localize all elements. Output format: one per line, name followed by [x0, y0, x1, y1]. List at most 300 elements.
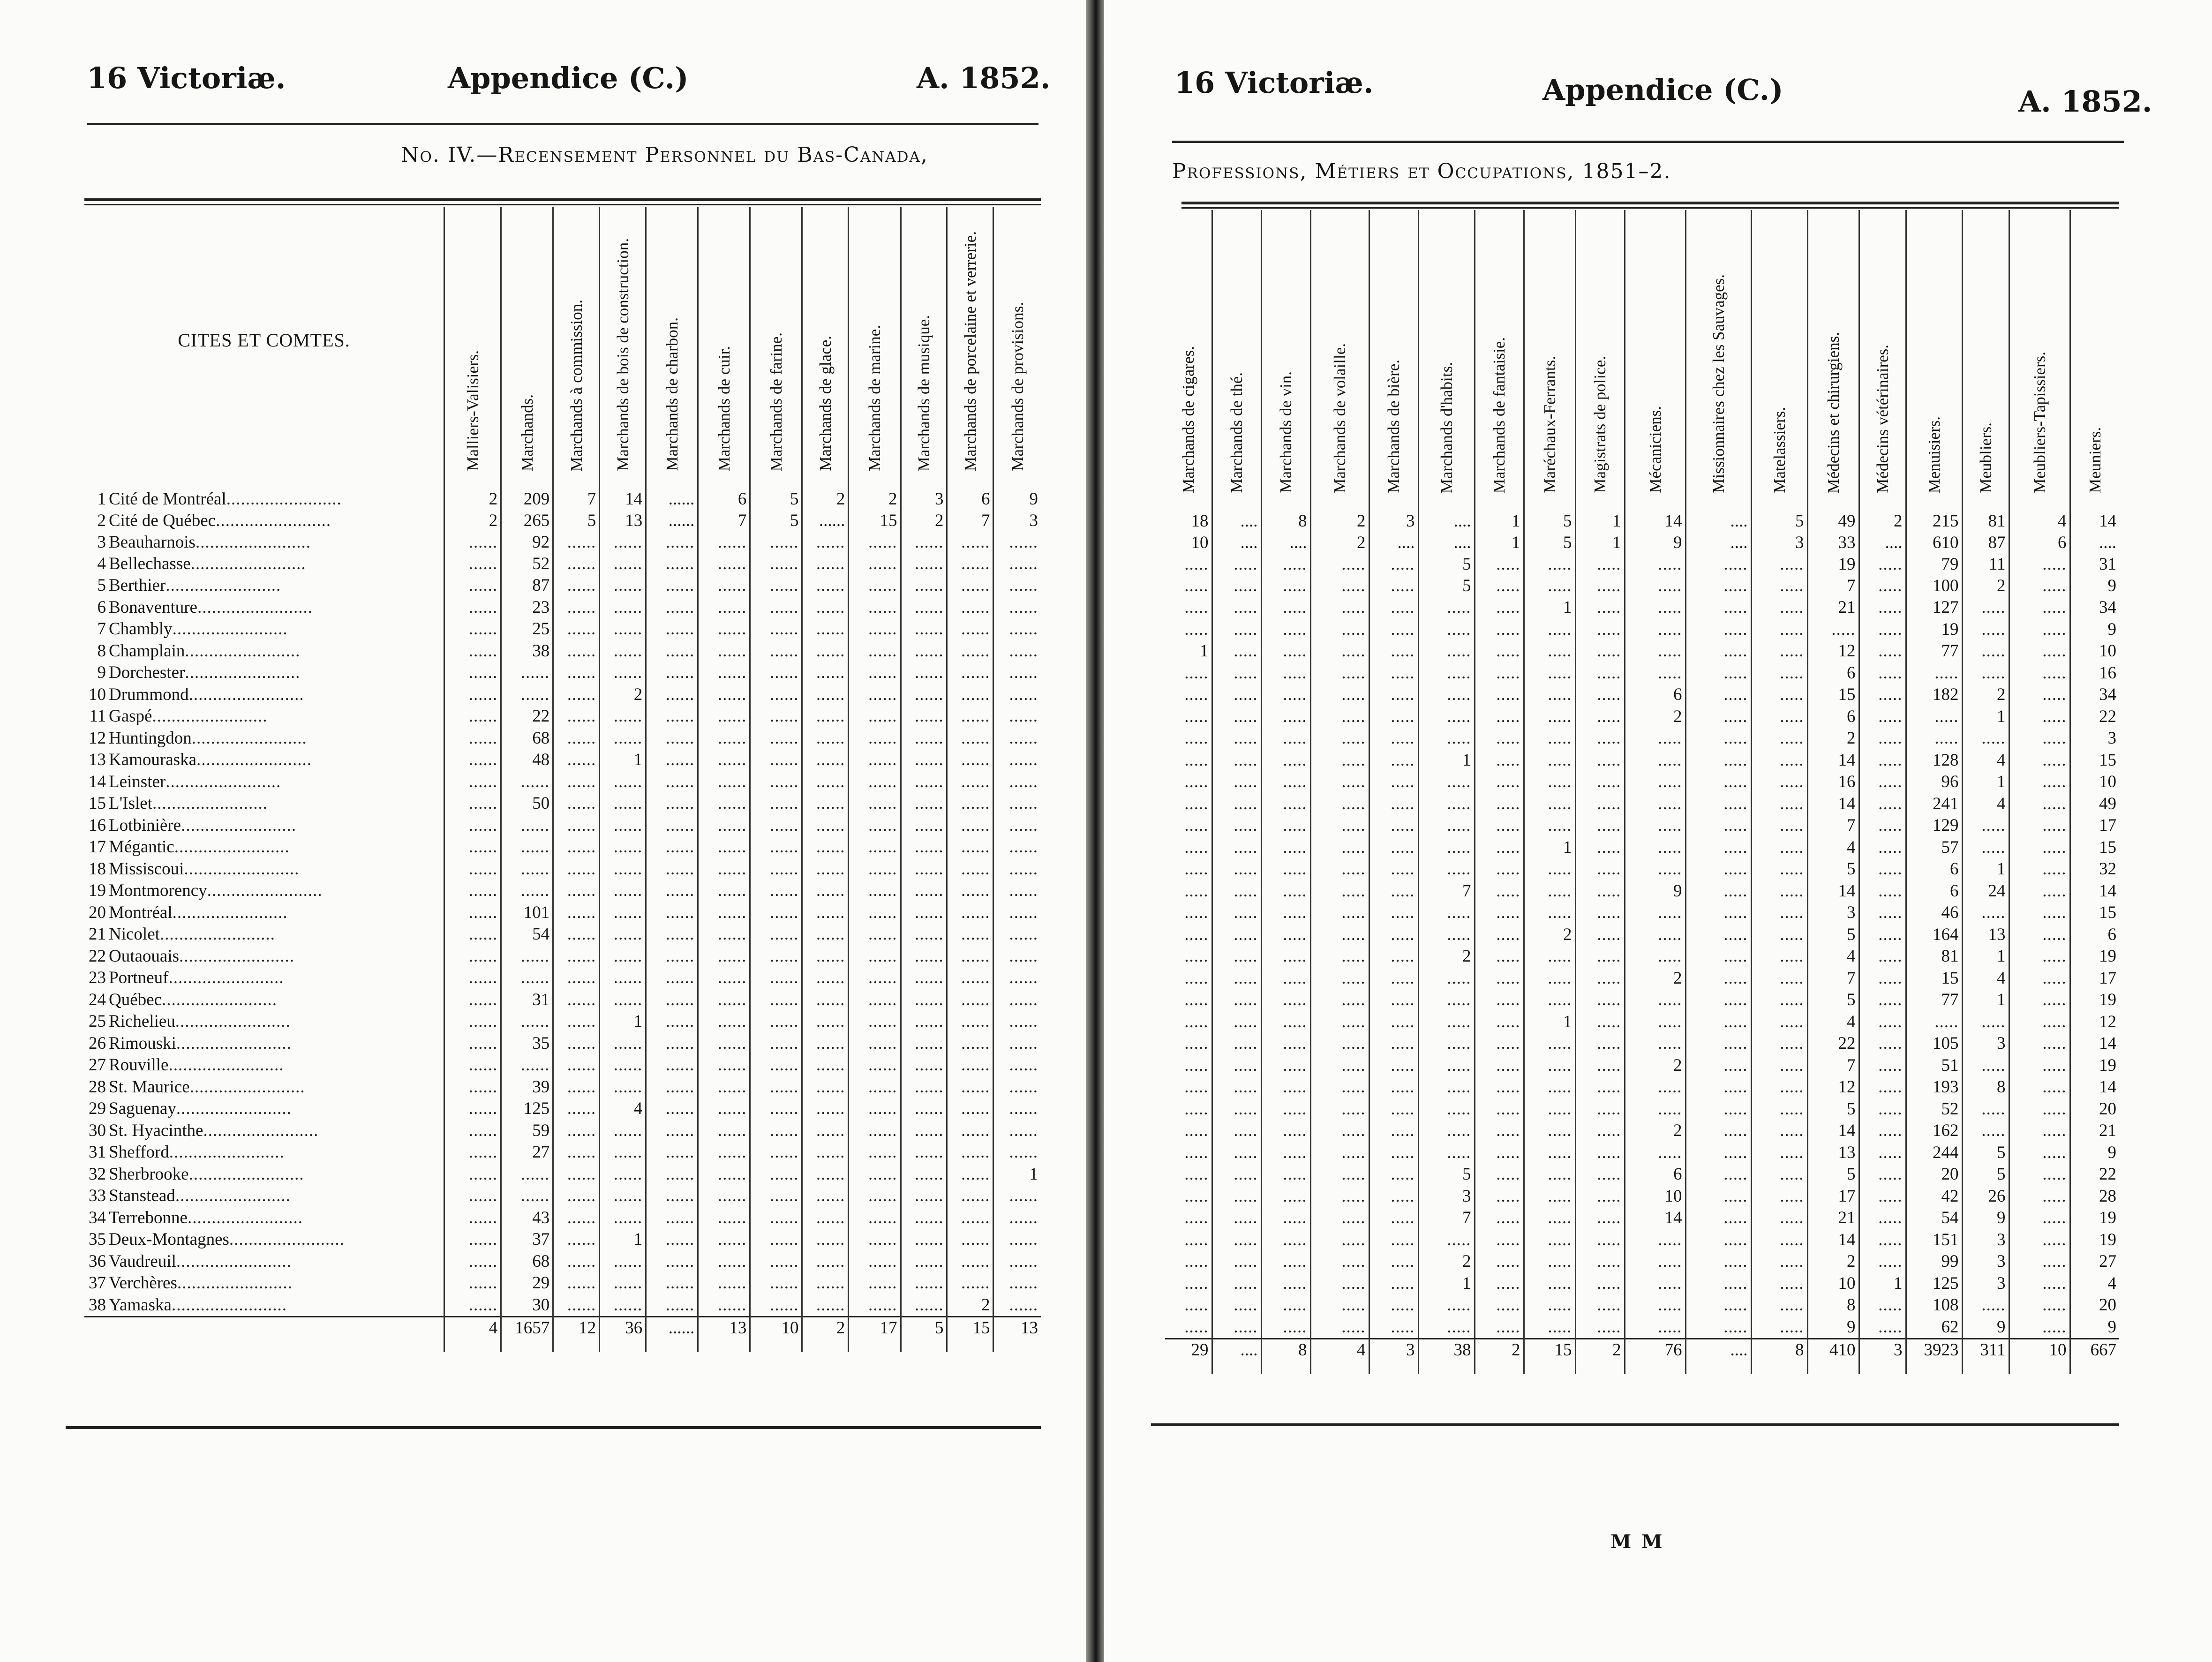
value-cell: [1625, 1164, 1685, 1186]
empty-dots: .....: [1548, 947, 1572, 966]
empty-dots: ......: [567, 1055, 596, 1075]
value-cell: [1859, 1229, 1906, 1251]
leader-dots: ........................: [171, 1295, 287, 1315]
value-cell: [1524, 1316, 1575, 1339]
value-cell: [1962, 1185, 2009, 1207]
value-cell: [444, 880, 501, 902]
empty-dots: .....: [2042, 794, 2067, 813]
cell-value: 21: [1838, 598, 1856, 617]
place-name: St. Maurice: [109, 1077, 190, 1097]
empty-dots: .....: [1723, 1230, 1748, 1249]
empty-dots: ......: [613, 533, 643, 552]
cell-value: 39: [532, 1077, 550, 1097]
empty-dots: ......: [717, 925, 747, 944]
value-cell: [2070, 662, 2119, 684]
value-cell: [1859, 749, 1906, 771]
table-row: [1165, 793, 2119, 815]
empty-dots: ......: [769, 881, 799, 901]
cell-value: 7: [1462, 881, 1471, 901]
cell-value: 2: [1997, 576, 2006, 595]
empty-dots: .....: [1234, 555, 1258, 574]
leader-dots: ........................: [172, 619, 288, 639]
empty-dots: .....: [2042, 1230, 2067, 1249]
empty-dots: ......: [961, 815, 990, 835]
empty-dots: .....: [1496, 641, 1520, 661]
value-cell: [1418, 1251, 1475, 1273]
empty-dots: ......: [567, 707, 596, 726]
empty-dots: .....: [1341, 1230, 1366, 1249]
value-cell: [1625, 1207, 1685, 1229]
place-cell: [84, 1294, 444, 1316]
left-table-top-rule: [84, 198, 1041, 201]
total-cell: [1261, 1339, 1310, 1374]
value-cell: [444, 727, 501, 749]
cell-value: 5: [1847, 859, 1856, 879]
empty-dots: ......: [665, 1295, 695, 1315]
value-cell: [1859, 1294, 1906, 1316]
empty-dots: ......: [769, 1273, 799, 1293]
place-name: Kamouraska: [109, 750, 196, 770]
value-cell: [993, 902, 1041, 924]
cell-value: 57: [1941, 837, 1959, 857]
table-row: [1165, 1229, 2119, 1251]
value-cell: [1475, 880, 1524, 902]
empty-dots: ......: [468, 902, 498, 922]
value-cell: [1807, 1272, 1859, 1294]
empty-dots: ......: [1009, 968, 1038, 988]
value-cell: [1962, 989, 2009, 1011]
empty-dots: ......: [769, 990, 799, 1009]
table-row: [1165, 597, 2119, 619]
value-cell: [1165, 1033, 1212, 1055]
empty-dots: ......: [961, 684, 990, 704]
empty-dots: .....: [1780, 968, 1804, 988]
value-cell: [646, 902, 698, 924]
value-cell: [553, 1120, 600, 1142]
right-col-header: [1751, 210, 1807, 496]
right-col-header: [1575, 210, 1625, 496]
value-cell: [901, 836, 947, 858]
value-cell: [1625, 575, 1685, 597]
value-cell: [444, 618, 501, 640]
value-cell: [1962, 815, 2009, 837]
empty-dots: .....: [1234, 641, 1258, 661]
empty-dots: ......: [961, 990, 990, 1009]
value-cell: [501, 618, 553, 640]
cell-value: 182: [1933, 685, 1959, 705]
empty-dots: .....: [1283, 881, 1307, 901]
empty-dots: .....: [1391, 555, 1415, 574]
empty-dots: ......: [567, 946, 596, 966]
value-cell: [1575, 1164, 1625, 1186]
value-cell: [849, 727, 901, 749]
value-cell: [1418, 554, 1475, 575]
empty-dots: .....: [2042, 1055, 2067, 1075]
empty-dots: ......: [769, 1164, 799, 1184]
empty-dots: .....: [1496, 1034, 1520, 1053]
empty-dots: ......: [914, 772, 944, 791]
value-cell: [1369, 1229, 1418, 1251]
empty-dots: .....: [1723, 1165, 1748, 1184]
value-cell: [1369, 1054, 1418, 1076]
empty-dots: .....: [1878, 1208, 1903, 1228]
value-cell: [1165, 1251, 1212, 1273]
empty-dots: ......: [914, 641, 944, 661]
value-cell: [1751, 1251, 1807, 1273]
empty-dots: ......: [868, 859, 897, 879]
empty-dots: ......: [520, 1164, 550, 1184]
value-cell: [750, 989, 802, 1011]
value-cell: [1807, 618, 1859, 640]
empty-dots: .....: [1447, 1055, 1471, 1075]
value-cell: [553, 1185, 600, 1207]
empty-dots: .....: [1447, 990, 1471, 1010]
empty-dots: .....: [1981, 641, 2006, 661]
empty-dots: ......: [567, 1251, 596, 1271]
empty-dots: ......: [961, 1099, 990, 1119]
value-cell: [947, 662, 993, 684]
value-cell: [901, 532, 947, 553]
empty-dots: .....: [2042, 1099, 2067, 1119]
cell-value: 21: [1838, 1208, 1856, 1228]
value-cell: [1751, 597, 1807, 619]
value-cell: [1212, 1229, 1261, 1251]
empty-dots: .....: [1597, 685, 1621, 705]
empty-dots: ......: [520, 881, 550, 901]
value-cell: [849, 474, 901, 510]
empty-dots: ......: [914, 750, 944, 770]
value-cell: [1524, 880, 1575, 902]
empty-dots: .....: [1184, 1034, 1209, 1053]
value-cell: [1859, 532, 1906, 554]
empty-dots: ......: [1009, 815, 1038, 835]
value-cell: [1859, 1251, 1906, 1273]
table-row: [84, 684, 1041, 706]
value-cell: [646, 793, 698, 815]
empty-dots: .....: [1878, 772, 1903, 792]
value-cell: [501, 1142, 553, 1164]
empty-dots: ......: [914, 815, 944, 835]
value-cell: [553, 1250, 600, 1272]
empty-dots: .....: [1878, 1055, 1903, 1075]
leader-dots: ........................: [185, 663, 301, 683]
empty-dots: .....: [1234, 816, 1258, 835]
empty-dots: ......: [613, 881, 643, 901]
table-row: [1165, 749, 2119, 771]
value-cell: [1418, 1054, 1475, 1076]
empty-dots: .....: [1878, 1230, 1903, 1249]
footer-signature-mark: M M: [1610, 1531, 1664, 1553]
value-cell: [1685, 902, 1751, 924]
left-col-header: [947, 207, 993, 474]
empty-dots: ......: [868, 1208, 897, 1227]
empty-dots: ......: [717, 1208, 747, 1227]
place-cell: [84, 967, 444, 989]
value-cell: [802, 553, 849, 575]
value-cell: [1524, 1011, 1575, 1033]
empty-dots: ......: [567, 990, 596, 1009]
value-cell: [993, 553, 1041, 575]
empty-dots: ......: [1009, 902, 1038, 922]
value-cell: [802, 706, 849, 728]
value-cell: [802, 793, 849, 815]
empty-dots: ......: [717, 815, 747, 835]
value-cell: [646, 1250, 698, 1272]
empty-dots: .....: [1184, 598, 1209, 617]
value-cell: [1369, 1316, 1418, 1339]
value-cell: [2009, 597, 2070, 619]
empty-dots: ......: [613, 576, 643, 595]
row-number: 17: [89, 837, 106, 857]
table-row: [84, 1011, 1041, 1033]
value-cell: [1575, 1294, 1625, 1316]
right-col-header: [1261, 210, 1310, 496]
value-cell: [501, 706, 553, 728]
table-row: [84, 706, 1041, 728]
value-cell: [501, 771, 553, 793]
cell-value: 2: [1673, 707, 1682, 726]
empty-dots: ......: [468, 641, 498, 661]
cell-value: 3: [934, 489, 944, 509]
empty-dots: .....: [2042, 685, 2067, 705]
empty-dots: ......: [613, 707, 643, 726]
empty-dots: ......: [567, 881, 596, 901]
value-cell: [901, 684, 947, 706]
value-cell: [1212, 1054, 1261, 1076]
empty-dots: .....: [1723, 598, 1748, 617]
empty-dots: .....: [1447, 1034, 1471, 1053]
value-cell: [1418, 597, 1475, 619]
cell-value: 22: [2099, 707, 2116, 726]
leader-dots: ........................: [226, 489, 342, 509]
value-cell: [1310, 1185, 1369, 1207]
empty-dots: ......: [717, 881, 747, 901]
empty-dots: ......: [468, 1033, 498, 1053]
empty-dots: .....: [1391, 1034, 1415, 1053]
value-cell: [698, 1142, 750, 1164]
value-cell: [802, 1076, 849, 1098]
row-number: 37: [89, 1273, 106, 1293]
row-number: 18: [89, 859, 106, 879]
empty-dots: .....: [1391, 619, 1415, 639]
value-cell: [600, 1142, 646, 1164]
value-cell: [444, 989, 501, 1011]
cell-value: ....: [1885, 533, 1903, 553]
value-cell: [1165, 597, 1212, 619]
value-cell: [1261, 597, 1310, 619]
value-cell: [1859, 496, 1906, 532]
empty-dots: ......: [665, 684, 695, 704]
empty-dots: ......: [1009, 619, 1038, 639]
left-header-appendix: Appendice (C.): [448, 61, 689, 95]
place-cell: [84, 771, 444, 793]
value-cell: [1685, 1272, 1751, 1294]
empty-dots: .....: [1283, 925, 1307, 944]
empty-dots: ......: [868, 815, 897, 835]
value-cell: [1807, 1098, 1859, 1120]
value-cell: [1575, 684, 1625, 706]
value-cell: [1418, 1164, 1475, 1186]
value-cell: [501, 684, 553, 706]
empty-dots: .....: [1341, 1186, 1366, 1206]
value-cell: [1575, 618, 1625, 640]
empty-dots: ......: [468, 684, 498, 704]
empty-dots: .....: [1447, 794, 1471, 813]
empty-dots: .....: [1723, 1121, 1748, 1141]
empty-dots: .....: [1878, 729, 1903, 748]
total-value: 667: [2090, 1340, 2116, 1360]
empty-dots: .....: [1391, 1099, 1415, 1119]
cell-value: 4: [1997, 750, 2006, 770]
value-cell: [2070, 1164, 2119, 1186]
value-cell: [1685, 1054, 1751, 1076]
value-cell: [646, 706, 698, 728]
empty-dots: ......: [717, 837, 747, 857]
table-row: [84, 1294, 1041, 1316]
cell-value: 10: [2099, 641, 2116, 661]
place-cell: [84, 880, 444, 902]
empty-dots: .....: [1658, 750, 1682, 770]
empty-dots: .....: [1723, 1317, 1748, 1337]
empty-dots: .....: [1548, 1034, 1572, 1053]
value-cell: [1261, 1294, 1310, 1316]
right-col-header-label: Marchands de cigares.: [1179, 346, 1197, 493]
empty-dots: .....: [1723, 576, 1748, 595]
leader-dots: ........................: [207, 881, 323, 901]
value-cell: [553, 1272, 600, 1294]
value-cell: [1625, 815, 1685, 837]
value-cell: [1685, 880, 1751, 902]
empty-dots: ......: [769, 533, 799, 552]
value-cell: [1751, 1164, 1807, 1186]
value-cell: [1625, 1120, 1685, 1142]
total-value: 10: [2049, 1340, 2067, 1360]
value-cell: [444, 532, 501, 553]
row-number: 14: [89, 772, 106, 791]
left-col-header: [501, 207, 553, 474]
empty-dots: .....: [1234, 794, 1258, 813]
value-cell: [1418, 496, 1475, 532]
empty-dots: ......: [613, 641, 643, 661]
empty-dots: ......: [613, 728, 643, 748]
right-col-header-label: Mécaniciens.: [1646, 406, 1664, 493]
value-cell: [901, 1120, 947, 1142]
empty-dots: ......: [717, 1077, 747, 1097]
value-cell: [993, 1120, 1041, 1142]
value-cell: [2009, 1033, 2070, 1055]
empty-dots: .....: [1780, 729, 1804, 748]
value-cell: [1906, 836, 1962, 858]
empty-dots: .....: [1184, 1317, 1209, 1337]
empty-dots: .....: [1184, 555, 1209, 574]
value-cell: [1261, 575, 1310, 597]
cell-value: 79: [1941, 555, 1959, 574]
left-census-table: [84, 207, 1041, 1352]
value-cell: [1685, 793, 1751, 815]
empty-dots: ......: [868, 1055, 897, 1075]
value-cell: [2070, 902, 2119, 924]
value-cell: [1475, 1294, 1524, 1316]
value-cell: [646, 727, 698, 749]
value-cell: [947, 1229, 993, 1251]
empty-dots: ......: [613, 1121, 643, 1140]
total-value: 8: [1795, 1340, 1804, 1360]
table-row: [1165, 618, 2119, 640]
empty-dots: ......: [868, 1099, 897, 1119]
value-cell: [2070, 496, 2119, 532]
value-cell: [993, 771, 1041, 793]
value-cell: [2070, 554, 2119, 575]
value-cell: [1807, 662, 1859, 684]
empty-dots: ......: [914, 881, 944, 901]
value-cell: [553, 1032, 600, 1054]
value-cell: [1369, 1207, 1418, 1229]
value-cell: [1685, 924, 1751, 946]
empty-dots: ......: [769, 1143, 799, 1162]
right-header-session: 16 Victoriæ.: [1174, 66, 1374, 100]
empty-dots: ......: [468, 576, 498, 595]
value-cell: [1625, 1229, 1685, 1251]
value-cell: [849, 1098, 901, 1120]
table-row: [84, 640, 1041, 662]
leader-dots: ........................: [195, 533, 311, 552]
total-value: 2: [1512, 1340, 1520, 1360]
value-cell: [2009, 1142, 2070, 1164]
total-cell: [1859, 1339, 1906, 1374]
value-cell: [1859, 1316, 1906, 1339]
value-cell: [993, 706, 1041, 728]
empty-dots: .....: [1981, 1121, 2006, 1141]
empty-dots: ......: [769, 1208, 799, 1227]
value-cell: [1807, 902, 1859, 924]
empty-dots: ......: [769, 902, 799, 922]
empty-dots: .....: [1878, 990, 1903, 1010]
value-cell: [947, 902, 993, 924]
empty-dots: .....: [1548, 750, 1572, 770]
cell-value: 2: [1462, 1252, 1471, 1271]
empty-dots: .....: [1496, 729, 1520, 748]
cell-value: 2: [489, 489, 498, 509]
place-cell: [84, 814, 444, 836]
value-cell: [1165, 662, 1212, 684]
place-name: Shefford: [109, 1143, 169, 1162]
value-cell: [1475, 1164, 1524, 1186]
value-cell: [2070, 640, 2119, 662]
cell-value: 5: [1462, 555, 1471, 574]
value-cell: [444, 902, 501, 924]
empty-dots: .....: [2042, 1121, 2067, 1141]
empty-dots: .....: [1283, 598, 1307, 617]
empty-dots: ......: [717, 663, 747, 683]
cell-value: 10: [2099, 772, 2116, 792]
value-cell: [1625, 532, 1685, 554]
left-col-header-label: Marchands à commission.: [567, 299, 586, 471]
value-cell: [1859, 946, 1906, 968]
value-cell: [1962, 924, 2009, 946]
value-cell: [1475, 793, 1524, 815]
value-cell: [2070, 946, 2119, 968]
empty-dots: .....: [1341, 729, 1366, 748]
value-cell: [2009, 575, 2070, 597]
total-value: 311: [1980, 1340, 2006, 1360]
value-cell: [802, 1272, 849, 1294]
value-cell: [947, 1054, 993, 1076]
value-cell: [2070, 880, 2119, 902]
empty-dots: ......: [665, 1186, 695, 1206]
value-cell: [1575, 880, 1625, 902]
value-cell: [698, 1207, 750, 1229]
cell-value: 4: [2058, 511, 2067, 531]
